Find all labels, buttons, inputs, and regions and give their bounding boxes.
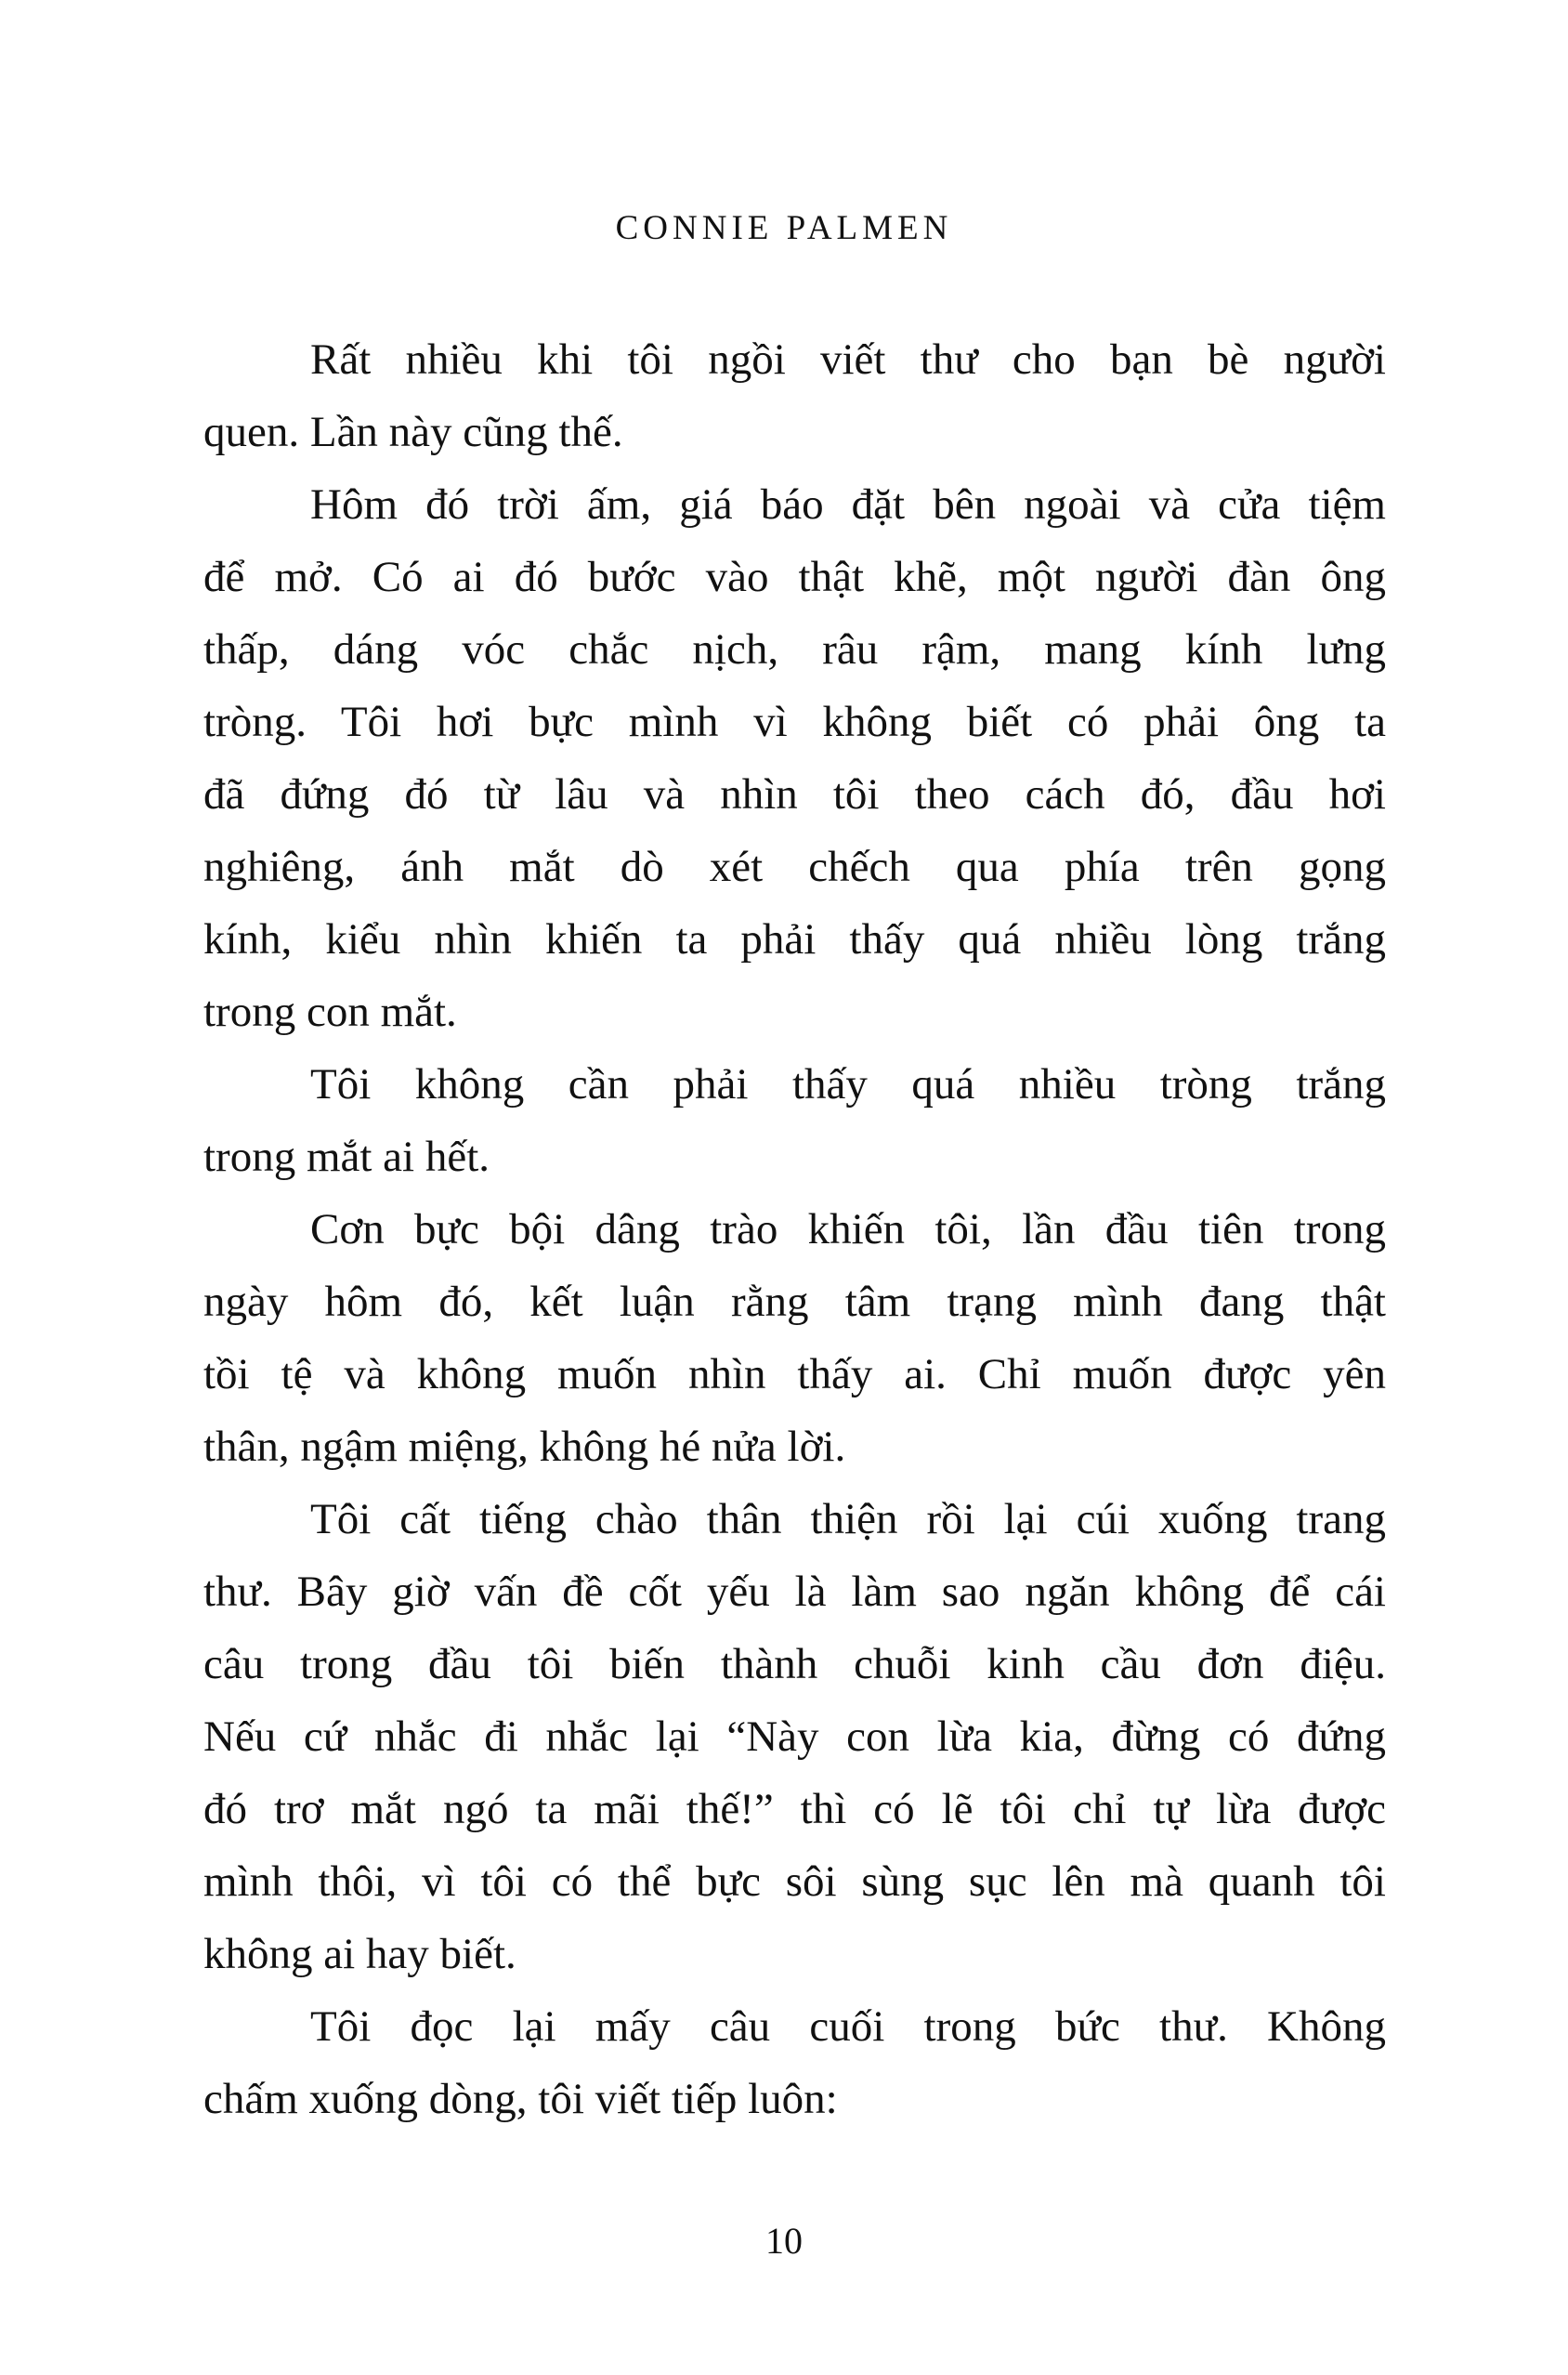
text-line: không ai hay biết.	[203, 1930, 516, 1978]
text-line: tồi tệ và không muốn nhìn thấy ai. Chỉ muốn được yên	[203, 1350, 1386, 1398]
paragraph	[203, 1483, 1386, 1990]
paragraph	[203, 468, 1386, 1048]
text-line: Tôi không cần phải thấy quá nhiều tròng trắng	[310, 1060, 1386, 1109]
paragraph	[203, 323, 1386, 468]
text-line: chấm xuống dòng, tôi viết tiếp luôn:	[203, 2075, 838, 2123]
text-line: Nếu cứ nhắc đi nhắc lại “Này con lừa kia, đừng có đứng	[203, 1712, 1386, 1761]
text-line: Hôm đó trời ấm, giá báo đặt bên ngoài và cửa tiệm	[310, 480, 1386, 529]
text-line: Tôi cất tiếng chào thân thiện rồi lại cúi xuống trang	[310, 1495, 1386, 1543]
text-line: thân, ngậm miệng, không hé nửa lời.	[203, 1423, 846, 1471]
paragraph	[203, 1990, 1386, 2135]
text-line: thư. Bây giờ vấn đề cốt yếu là làm sao ngăn không để cái	[203, 1568, 1386, 1616]
text-line: kính, kiểu nhìn khiến ta phải thấy quá nhiều lòng trắng	[203, 915, 1386, 964]
text-line: Tôi đọc lại mấy câu cuối trong bức thư. Không	[310, 2002, 1386, 2051]
text-line: ngày hôm đó, kết luận rằng tâm trạng mình đang thật	[203, 1278, 1386, 1326]
page-body-text	[203, 323, 1386, 2135]
paragraph	[203, 1048, 1386, 1193]
text-line: tròng. Tôi hơi bực mình vì không biết có phải ông ta	[203, 698, 1386, 746]
text-line: thấp, dáng vóc chắc nịch, râu rậm, mang kính lưng	[203, 625, 1386, 674]
running-header-author: CONNIE PALMEN	[615, 209, 953, 247]
text-line: quen. Lần này cũng thế.	[203, 408, 623, 456]
text-line: nghiêng, ánh mắt dò xét chếch qua phía trên gọng	[203, 843, 1386, 891]
text-line: đó trơ mắt ngó ta mãi thế!” thì có lẽ tôi chỉ tự lừa được	[203, 1785, 1386, 1833]
text-line: câu trong đầu tôi biến thành chuỗi kinh cầu đơn điệu.	[203, 1640, 1386, 1688]
text-line: Cơn bực bội dâng trào khiến tôi, lần đầu tiên trong	[310, 1205, 1386, 1253]
page-number: 10	[765, 2220, 803, 2262]
text-line: trong con mắt.	[203, 988, 457, 1036]
text-line: trong mắt ai hết.	[203, 1133, 490, 1181]
text-line: để mở. Có ai đó bước vào thật khẽ, một người đàn ông	[203, 553, 1386, 601]
paragraph	[203, 1193, 1386, 1483]
text-line: mình thôi, vì tôi có thể bực sôi sùng sục lên mà quanh tôi	[203, 1857, 1386, 1906]
text-line: đã đứng đó từ lâu và nhìn tôi theo cách đó, đầu hơi	[203, 770, 1386, 819]
text-line: Rất nhiều khi tôi ngồi viết thư cho bạn bè người	[310, 335, 1386, 384]
